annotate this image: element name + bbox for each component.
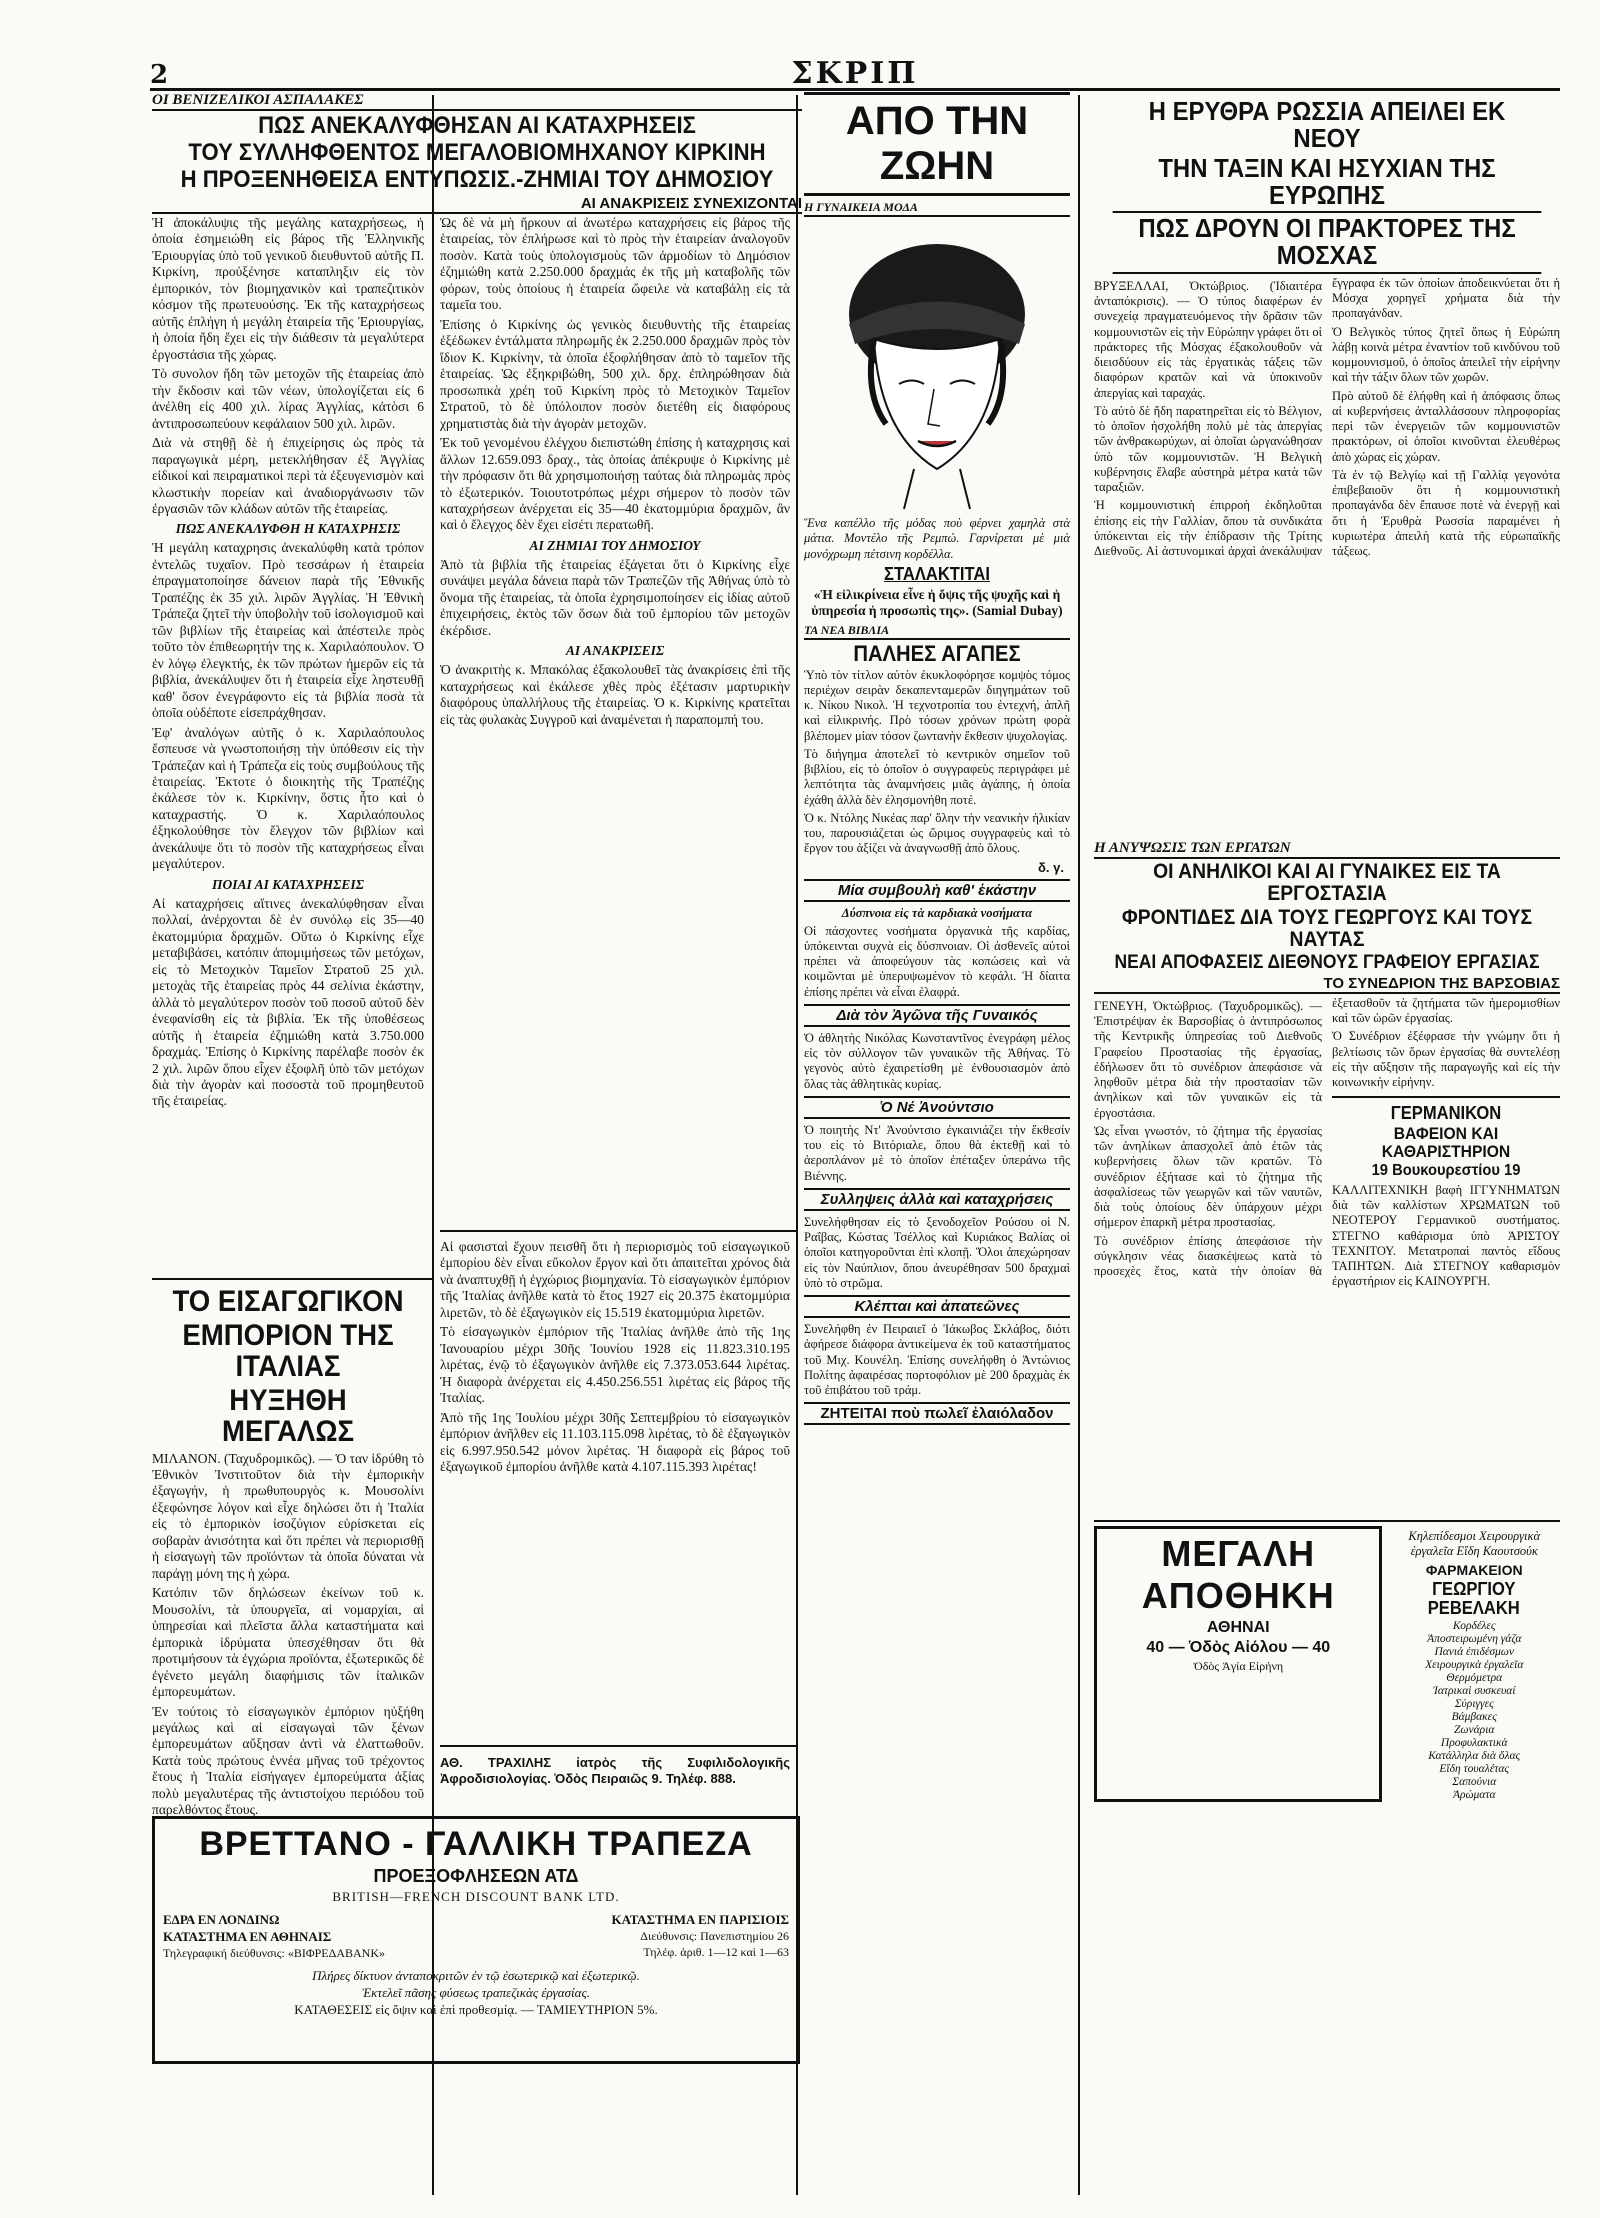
ad-title: 19 Βουκουρεστίου 19 (1371, 1161, 1521, 1179)
divider (440, 1230, 796, 1232)
headline: Η ΕΡΥΘΡΑ ΡΩΣΣΙΑ ΑΠΕΙΛΕΙ ΕΚ ΝΕΟΥ (1148, 96, 1506, 154)
bank-subtitle: ΠΡΟΕΞΟΦΛΗΣΕΩΝ ΑΤΔ (373, 1866, 579, 1886)
pharmacy-item: Εἴδη τουαλέτας (1439, 1763, 1510, 1776)
paragraph: Ἡ ἀποκάλυψις τῆς μεγάλης καταχρήσεως, ἡ ὁποία ἐσημειώθη εἰς βάρος τῆς Ἑλληνικῆς Ἐριουργίας ὑπὸ τοῦ γενικοῦ διευθυντοῦ αὐτῆς Π. Κιρκίνη, προὐξένησε καταπληξιν εἰς τὸν ἐμπορικόν, τὸν βιομηχανικὸν καὶ τραπεζιτικὸν κόσμον τῆς πρωτευούσης. Ἐκ τῆς καταχρήσεως αὐτῆς ἐπλήγη ἡ μεγάλη ἑταιρεία τῆς Ἐριουργίας, ἡ ὁποία ἤδη ἔχει εἰς τὴν διάθεσιν τὰ μεγαλύτερα ἐργοστάσια τῆς χώρας. (152, 215, 424, 362)
divider (440, 1745, 796, 1747)
paragraph: Ἀπὸ τῆς 1ης Ἰουλίου μέχρι 30ῆς Σεπτεμβρίου τὸ εἰσαγωγικὸν ἐμπόριον ἀνῆλθεν εἰς 11.103.115.098 λιρέτας, τὸ δὲ ἐξαγωγικὸν εἰς 6.997.950.542 μόνον λιρέτας. Ἡ διαφορὰ εἰς βάρος τοῦ ἐξαγωγικοῦ ἐμπορίου ἀνῆλθε κατὰ 4.107.115.393 λιρέτας! (440, 1409, 790, 1475)
section-title: Διὰ τὸν Ἀγῶνα τῆς Γυναικός (804, 1004, 1070, 1027)
baths-ad (1332, 1096, 1560, 1289)
headline: ΤΟ ΕΙΣΑΓΩΓΙΚΟΝ (172, 1285, 404, 1318)
kicker: ΟΙ ΒΕΝΙΖΕΛΙΚΟΙ ΑΣΠΑΛΑΚΕΣ (152, 92, 802, 111)
headline: ΠΩΣ ΑΝΕΚΑΛΥΦΘΗΣΑΝ ΑΙ ΚΑΤΑΧΡΗΣΕΙΣ (258, 112, 696, 139)
paragraph: Τὸ εἰσαγωγικὸν ἐμπόριον τῆς Ἰταλίας ἀνῆλθε ἀπὸ τῆς 1ης Ἰανουαρίου μέχρι 30ῆς Ἰουνίου 1928 εἰς 11.823.310.195 λιρέτας, ἐνῷ τὸ ἐξαγωγικὸν ἀνῆλθε εἰς 7.373.053.644 λιρέτας. Ἡ διαφορὰ ἀνέρχεται εἰς 4.450.256.551 λιρέτας εἰς βάρος τῆς Ἰταλίας. (440, 1324, 790, 1406)
life-banner (804, 92, 1070, 196)
workers-body (1094, 996, 1560, 1516)
subhead: ΤΟ ΣΥΝΕΔΡΙΟΝ ΤΗΣ ΒΑΡΣΟΒΙΑΣ (1094, 975, 1560, 994)
italy-article (152, 1284, 424, 1818)
pharmacy-kicker: ΦΑΡΜΑΚΕΙΟΝ (1425, 1562, 1523, 1579)
pharmacy-item: Ἰατρικαὶ συσκευαί (1432, 1685, 1516, 1698)
page-number: 2 (150, 60, 169, 90)
bank-line: Ἐκτελεῖ πᾶσης φύσεως τραπεζικὰς ἐργασίας. (361, 1985, 591, 2000)
paragraph: Ἐπίσης ὁ Κιρκίνης ὡς γενικὸς διευθυντὴς τῆς ἑταιρείας ἐξέδωκεν ἐντάλματα πληρωμῆς ἐκ 2.250.000 δραχμῶν πρὸς τὸν ἴδιον Κ. Κιρκίνην, τὰ ὁποῖα ἐξοφλήθησαν ἀπὸ τὸ ταμεῖον τῆς ἑταιρείας. Ὡς ἐξηκριβώθη, 500 χιλ. δρχ. ἐπληρώθησαν διὰ προσωπικὰ χρέη τοῦ Κιρκίνη πρὸς τὸ Μετοχικὸν Ταμεῖον Στρατοῦ, τὸ δὲ ὑπόλοιπον ποσὸν διετέθη εἰς διαφόρους χρηματιστὰς διὰ τὴν ἀγορὰν μετοχῶν. (440, 316, 790, 431)
paragraph: Ὡς εἶναι γνωστόν, τὸ ζήτημα τῆς ἐργασίας τῶν ἀνηλίκων ἀπασχολεῖ ἀπὸ ἐτῶν τὰς κυβερνήσεις ὅλων τῶν κρατῶν. Τὸ συνέδριον ἐξήτασε καὶ τὸ ζήτημα τῆς ἀσφαλίσεως τῶν γεωργῶν καὶ τῶν ναυτῶν, διὰ τοὺς ὁποίους δὲν ὑπάρχουν μέχρι σήμερον ἐπαρκῆ μέτρα προστασίας. (1094, 1123, 1322, 1230)
bank-ad (152, 1816, 800, 2064)
column-rule (1078, 95, 1080, 2195)
section-title: Ὁ Νέ Ἀνούντσιο (804, 1096, 1070, 1119)
bank-paris-branch: ΚΑΤΑΣΤΗΜΑ ΕΝ ΠΑΡΙΣΙΟΙΣ (611, 1912, 789, 1927)
intertitle: ΠΩΣ ΑΝΕΚΑΛΥΦΘΗ Η ΚΑΤΑΧΡΗΣΙΣ (175, 521, 401, 537)
intertitle: ΑΙ ΖΗΜΙΑΙ ΤΟΥ ΔΗΜΟΣΙΟΥ (529, 537, 701, 553)
pharmacy-item: Προφυλακτικὰ (1440, 1737, 1508, 1750)
workers-kicker: Η ΑΝΥΨΩΣΙΣ ΤΩΝ ΕΡΓΑΤΩΝ (1094, 840, 1560, 859)
store-address: 40 — Ὁδὸς Αἰόλου — 40 (1146, 1638, 1331, 1656)
kirkinis-column-1 (152, 212, 424, 1272)
bank-address: Διεύθυνσις: Πανεπιστημίου 26 (640, 1929, 789, 1943)
pharmacy-item: Ἀρώματα (1452, 1789, 1496, 1802)
paragraph: ΒΡΥΞΕΛΛΑΙ, Ὀκτώβριος. (Ἰδιαιτέρα ἀνταπόκρισις). — Ὁ τύπος διαφέρων ἐν συνεχείᾳ πραγματευόμενος τὴν δρᾶσιν τῶν κομμουνιστῶν εἰς τὴν Εὐρώπην γράφει ὅτι οἱ πράκτορες τῆς Μόσχας ἐξακολουθοῦν νὰ διεισδύουν εἰς τὰς ἐργατικὰς τάξεις τῶν διαφόρων κρατῶν καὶ νὰ ὑποκινοῦν ἀπεργίας καὶ ταραχάς. (1094, 278, 1322, 400)
italy-article-continued (440, 1236, 790, 1741)
section-title: Κλέπται καὶ ἀπατεῶνες (804, 1295, 1070, 1318)
paragraph: Ὑπὸ τὸν τίτλον αὐτὸν ἐκυκλοφόρησε κομψὸς τόμος περιέχων σειρὰν δεκαπενταμερῶν διηγημάτων τοῦ κ. Νίκου Νικολ. Ἡ τεχνοτροπία του ἐντεχνή, ἁπλῆ καὶ εἰλικρινής. Πρὸ τόσων χρόνων πρώτη φορὰ βλέπομεν μίαν τόσον ζωντανὴν ἔκθεσιν ψυχολογίας. (804, 667, 1070, 743)
fashion-kicker: Η ΓΥΝΑΙΚΕΙΑ ΜΟΔΑ (804, 200, 1070, 217)
section-subtitle: Δύσπνοια εἰς τὰ καρδιακὰ νοσήματα (841, 905, 1033, 920)
headline: ΤΗΝ ΤΑΞΙΝ ΚΑΙ ΗΣΥΧΙΑΝ ΤΗΣ ΕΥΡΩΠΗΣ (1158, 152, 1496, 210)
bank-line: ΚΑΤΑΘΕΣΕΙΣ εἰς ὄψιν καὶ ἐπὶ προθεσμίᾳ. — ΤΑΜΙΕΥΤΗΡΙΟΝ 5%. (294, 2002, 658, 2017)
pharmacy-name: ΓΕΩΡΓΙΟΥ ΡΕΒΕΛΑΚΗ (1428, 1579, 1521, 1619)
headline: ΤΟΥ ΣΥΛΛΗΦΘΕΝΤΟΣ ΜΕΓΑΛΟΒΙΟΜΗΧΑΝΟΥ ΚΙΡΚΙΝΗ (188, 139, 766, 167)
headline: ΝΕΑΙ ΑΠΟΦΑΣΕΙΣ ΔΙΕΘΝΟΥΣ ΓΡΑΦΕΙΟΥ ΕΡΓΑΣΙΑΣ (1114, 951, 1540, 973)
headline: Η ΠΡΟΞΕΝΗΘΕΙΣΑ ΕΝΤΥΠΩΣΙΣ.-ΖΗΜΙΑΙ ΤΟΥ ΔΗΜΟΣΙΟΥ (180, 166, 774, 194)
banner-title: ΑΠΟ ΤΗΝ ΖΩΗΝ (845, 99, 1029, 188)
paragraph: Κατόπιν τῶν δηλώσεων ἐκείνων τοῦ κ. Μουσολίνι, τὰ ὑπουργεῖα, αἱ νομαρχίαι, αἱ ὑπηρεσίαι καὶ πλεῖστα ἄλλα καταστήματα καὶ ἐμπορικὰ ἱδρύματα ὑπεσχέθησαν ὅτι θὰ προτιμήσουν τὰ ἐγχώρια προϊόντα, ἐξωτερικῶς δὲ ἐγένετο μεγάλη διαφήμισις τῶν ἰταλικῶν ἐμπορευμάτων. (152, 1585, 424, 1700)
paragraph: Αἱ καταχρήσεις αἵτινες ἀνεκαλύφθησαν εἶναι πολλαί, ἀνέρχονται δὲ ἐν συνόλῳ εἰς 35—40 ἑκατομμύρια δραχμῶν. Οὕτω ὁ Κιρκίνης εἶχε μεταβιβάσει, κατόπιν ἀπομιμήσεως τῶν μετόχων, εἰς τὸ Μετοχικὸν Ταμεῖον Στρατοῦ 25 χιλ. μετοχὰς τῆς ἑταιρείας πρὸς 44 σελίνια ἑκάστην, ἀλλὰ τὸ μεγαλύτερον ποσὸν τοῦ ποσοῦ αὐτοῦ δὲν ἐνεφανίσθη εἰς τὰ βιβλία. Ἐκ τῆς ὑποθέσεως αὐτῆς ἡ ἑταιρεία ἐζημιώθη κατὰ 3.750.000 δραχμάς. Ἐπίσης ὁ Κιρκίνης παρέλαβε ποσὸν ἐκ 2 χιλ. λιρῶν ὅπου εἶχεν ἐξοφλῆ ὑπὸ τῶν μετόχων διὰ τὴν ἀγορὰν καὶ ποσοστὰ τοῦ προμηθευτοῦ τῆς ἑταιρείας. (152, 895, 424, 1109)
paragraph: ΜΙΛΑΝΟΝ. (Ταχυδρομικῶς). — Ὁ ταν ἱδρύθη τὸ Ἐθνικὸν Ἰνστιτοῦτον διὰ τὴν ἐμπορικὴν ἐξαγωγήν, ἡ πρωθυπουργὸς κ. Μουσολίνι ἐξεφώνησε λόγον καὶ εἶχε δηλώσει ὅτι ἡ Ἰταλία εἰς τὸ ἐμπορικὸν ἰσοζύγιον εὑρίσκεται εἰς σοβαρὰν ἀνισότητα καὶ ὅτι πρέπει νὰ περιορισθῇ ἡ εἰσαγωγὴ τῶν προϊόντων τὰ ὁποῖα δύναται νὰ παράγῃ μόνη της ἡ χώρα. (152, 1450, 424, 1581)
paragraph: Ὁ ποιητὴς Ντ' Ἀνούντσιο ἐγκαινιάζει τὴν ἔκθεσίν του εἰς τὸ Βιτόριαλε, ὅπου θὰ ἐκτεθῇ καὶ τὸ ἀεροπλάνον μὲ τὸ ὁποῖον ἐπέταξεν ὑπεράνω τῆς Βιέννης. (804, 1122, 1070, 1183)
store-box (1094, 1526, 1382, 1802)
pharmacy-item: Βάμβακες (1451, 1711, 1497, 1724)
pharmacy-item: Σαπούνια (1452, 1776, 1497, 1789)
intertitle: ΑΙ ΑΝΑΚΡΙΣΕΙΣ (565, 643, 665, 659)
pharmacy-item: Πανιά ἐπιδέσμων (1434, 1646, 1515, 1659)
paragraph: Τὸ συνέδριον ἐπίσης ἀπεφάσισε τὴν σύγκλησιν νέας διασκέψεως κατὰ τὸ προσεχὲς ἔτος, κατὰ τὴν ὁποίαν θὰ ἐξετασθοῦν τὰ ζητήματα τῶν ἡμερομισθίων καὶ τῶν ὡρῶν ἐργασίας. (1094, 995, 1560, 1279)
paragraph: Τὸ διήγημα ἀποτελεῖ τὸ κεντρικὸν σημεῖον τοῦ βιβλίου, εἰς τὸ ὁποῖον ὁ συγγραφεὺς περιγράφει μὲ λεπτότητα τὰς ἀναμνήσεις μιᾶς ἀγάπης, ἡ ὁποία ἐχάθη ἀλλὰ δὲν ἐλησμονήθη ποτέ. (804, 746, 1070, 807)
intertitle: ΠΟΙΑΙ ΑΙ ΚΑΤΑΧΡΗΣΕΙΣ (211, 876, 365, 892)
bank-english-name: BRITISH—FRENCH DISCOUNT BANK LTD. (332, 1889, 620, 1904)
pharmacy-item: Χειρουργικὰ ἐργαλεῖα (1425, 1659, 1524, 1672)
fashion-illustration (804, 219, 1070, 509)
paragraph: Διὰ νὰ στηθῇ δὲ ἡ ἐπιχείρησις ὡς πρὸς τὰ παραγωγικὰ μέρη, μετεκλήθησαν ἐξ Ἀγγλίας εἰδικοί καὶ πειραματικοὶ περὶ τὰ ἐξευγενισμὸν καὶ κλωστικὴν πορείαν καὶ ἀναδιοργάνωσιν τῶν ἐργασιῶν τῶν κλάδων αὐτῶν τῆς ἑταιρείας. (152, 435, 424, 516)
paragraph: Τὸ συνολον ἤδη τῶν μετοχῶν τῆς ἑταιρείας ἀπὸ τὴν ἔκδοσιν καὶ τῶν νέων, ὑπολογίζεται εἰς 6 ἀνέλθη εἰς 400 χιλ. λίρας Ἀγγλίας, κἀτὸσι 6 ἀντιπροσωπεύουν κεφάλαιον 500 χιλ. λιρῶν. (152, 366, 424, 431)
headline: ΕΜΠΟΡΙΟΝ ΤΗΣ ΙΤΑΛΙΑΣ (182, 1318, 394, 1383)
divider (152, 1278, 434, 1280)
stalaktites-title: ΣΤΑΛΑΚΤΙΤΑΙ (884, 563, 990, 584)
bank-hq: ΕΔΡΑ ΕΝ ΛΟΝΔΙΝΩ (163, 1912, 280, 1927)
paragraph: Ἀπὸ τὰ βιβλία τῆς ἑταιρείας ἐξάγεται ὅτι ὁ Κιρκίνης εἶχε συνάψει μεγάλα δάνεια παρὰ τῶν Τραπεζῶν τῆς Ἀθήνας ὑπὸ τὸ ὄνομα τῆς ἑταιρείας, τὰ ὁποῖα ἐχρησιμοποίησεν εἰς ἰδίας αὐτοῦ ἐπιχειρήσεις, ἐκτὸς τῶν ὅσων διὰ τοῦ ἐμπορίου τῶν μετοχῶν ἐκέρδισε. (440, 556, 790, 638)
paragraph: Τὰ ἐν τῷ Βελγίῳ καὶ τῇ Γαλλίᾳ γεγονότα ἐπιβεβαιοῦν ὅτι ἡ κομμουνιστικὴ προπαγάνδα δὲν ἔπαυσε ποτὲ νὰ ἐνεργῇ καὶ ὅτι ἡ Ἐρυθρὰ Ρωσσία παραμένει ἡ κυριωτέρα ἀπειλὴ κατὰ τῆς εὐρωπαϊκῆς τάξεως. (1332, 467, 1560, 559)
pharmacy-list (1388, 1620, 1560, 1801)
life-column (804, 92, 1070, 2192)
ad-title: ΓΕΡΜΑΝΙΚΟΝ (1390, 1103, 1502, 1124)
paragraph: Ἐκ τοῦ γενομένου ἐλέγχου διεπιστώθη ἐπίσης ἡ καταχρησις καὶ ἄλλων 12.659.093 δραχ., τὰς ὁποίας ἀπέκρυψε ὁ Κιρκίνης μὲ τὴν πρόφασιν ὅτι θὰ χρησιμοποιήσῃ ταύτας διὰ πληρωμὰς πρὸς τὸ ἐξωτερικόν. Τοιουτοτρόπως μέχρι σήμερον τὸ ποσὸν τῶν καταχρήσεων ἀνέρχεται εἰς 35—40 ἑκατομμύρια δραχμῶν, ἂν καὶ ὁ ἔλεγχος δὲν ἔχει εἰσέτι περατωθῆ. (440, 435, 790, 533)
bank-line: Πλήρες δίκτυον ἀνταποκριτῶν ἐν τῷ ἐσωτερικῷ καὶ ἐξωτερικῷ. (312, 1968, 640, 1983)
traxiles-ad (440, 1752, 790, 1812)
right-section (1086, 96, 1560, 2196)
store-ad (1094, 1520, 1560, 1802)
fashion-caption: Ἕνα καπέλλο τῆς μόδας ποὺ φέρνει χαμηλὰ στὰ μάτια. Μοντέλο τῆς Ρεμπώ. Γαρνίρεται μὲ μιὰ μονόχρωμη πέτσινη κορδέλλα. (804, 516, 1070, 561)
store-goods: Κηλεπίδεσμοι Χειρουργικὰ ἐργαλεῖα Εἴδη Καουτσούκ (1408, 1528, 1541, 1559)
russia-body (1094, 276, 1560, 836)
bank-left-block (163, 1911, 385, 1962)
pharmacy-item: Κατάλληλα διὰ ὅλας (1428, 1750, 1521, 1763)
paragraph: Ὁ ἀνακριτὴς κ. Μπακόλας ἐξακολουθεῖ τὰς ἀνακρίσεις ἐπὶ τῆς καταχρήσεως καὶ ἐκάλεσε χθὲς πρὸς ἐξέτασιν μαρτυρικὴν διαφόρους ὑπαλλήλους τῆς ἑταιρείας. Ὁ κ. Κιρκίνης κρατεῖται εἰς τὰς φυλακὰς Συγγροῦ καὶ ἀναμένεται ἡ παραπομπή του. (440, 662, 790, 727)
bank-telegraph: Τηλεγραφική διεύθυνσις: «ΒΙΦΡΕΔΑΒΑΝΚ» (163, 1946, 385, 1960)
paragraph: Ὁ ἀθλητὴς Νικόλας Κωνσταντῖνος ἐνεγράφη μέλος εἰς τὸν σύλλογον τῶν γυναικῶν τῆς Ἀθήνας. Τὸ γεγονὸς αὐτὸ ἐχαιρετίσθη μὲ ἐνθουσιασμὸν ἀπὸ ὅλας τὰς ἀθλητικὰς κυρίας. (804, 1030, 1070, 1091)
section-title: Μία συμβουλὴ καθ' ἑκάστην (804, 879, 1070, 902)
paragraph: Ἡ μεγάλη καταχρησις ἀνεκαλύφθη κατὰ τρόπον ἐντελῶς τυχαῖον. Πρὸ τεσσάρων ἡ ἑταιρεία ἐπραγματοποίησε δάνειον παρὰ τῆς Ἐθνικῆς Τραπέζης ἐκ 35 χιλ. λιρῶν Ἀγγλίας. Ἡ Ἐθνικὴ Τράπεζα ζητεῖ τὴν ὑποβολὴν τοῦ ἰσολογισμοῦ καὶ τῶν βιβλίων τῆς ἑταιρείας καὶ ἀπέστειλε πρὸς τοῦτο τὸν ἐπιθεωρητήν της κ. Χαριλαόπουλον. Ὁ ἐν λόγῳ ἐλεγκτής, ἐκ τῶν πρώτων ἡμερῶν εἰς τὰ βιβλία, ἀνεκάλυψεν ὅτι ἡ ἑταιρεία εἶχε ληστευθῇ καθ' ὅσον ἐνεγράφοντο εἰς τὰ βιβλία ποσὰ τὰ ὁποῖα οὐδέποτε εἰσεπράχθησαν. (152, 540, 424, 721)
pharmacy-item: Σύριγγες (1454, 1698, 1494, 1711)
books-kicker: ΤΑ ΝΕΑ ΒΙΒΛΙΑ (804, 623, 1070, 640)
pharmacy-item: Ἀποστειρωμένη γάζα (1427, 1633, 1522, 1646)
paragraph: Ὡς δὲ νὰ μὴ ἤρκουν αἱ ἀνωτέρω καταχρήσεις εἰς βάρος τῆς ἑταιρείας, τὸν ἐπλήρωσε καὶ τὸ πρὸς τὴν ἑταιρείαν ἀναλογοῦν ποσὸν. Κατὰ τοὺς ὑπολογισμοὺς τῶν ἀρμοδίων τὸ Δημόσιον ἐζημιώθη κατὰ 2.250.000 δραχμάς ἐκ τῆς μὴ καταβολῆς τῶν φόρων, τοὺς ὁποίους ἡ ἑταιρεία ὤφειλε νὰ καταβάλῃ εἰς τὰ ταμεῖα του. (440, 215, 790, 313)
paragraph: ΓΕΝΕΥΗ, Ὀκτώβριος. (Ταχυδρομικῶς). — Ἐπιστρέψαν ἐκ Βαρσοβίας ὁ ἀντιπρόσωπος τῆς Κεντρικῆς ὑπηρεσίας τοῦ Διεθνοῦς Γραφείου Προστασίας τῆς ἐργασίας, ἐδήλωσεν ὅτι τὸ συνέδριον ἀπεφάσισε νὰ ληφθοῦν μέτρα διὰ τὴν προστασίαν τῶν ἀνηλίκων καὶ τῶν γυναικῶν εἰς τὰ ἐργοστάσια. (1094, 998, 1322, 1120)
books-title: ΠΑΛΗΕΣ ΑΓΑΠΕΣ (853, 640, 1021, 666)
store-city: ΑΘΗΝΑΙ (1206, 1618, 1270, 1636)
store-title: ΜΕΓΑΛΗ ΑΠΟΘΗΚΗ (1141, 1532, 1335, 1616)
russia-article (1094, 96, 1560, 2196)
paragraph: Συνελήφθη ἐν Πειραιεῖ ὁ Ἰάκωβος Σκλάβος, διότι ἀφήρεσε διάφορα ἀντικείμενα ἐκ τοῦ καταστήματος τοῦ Μιχ. Κουνέλη. Ἐπίσης συνελήφθη ὁ Ἀντώνιος Πολίτης ἀφαιρέσας πορτοφόλιον μὲ 200 δραχμὰς ἐκ τοῦ ἐπιβάτου τοῦ τράμ. (804, 1322, 1070, 1398)
paragraph: Οἱ πάσχοντες νοσήματα ὀργανικὰ τῆς καρδίας, ὑπόκεινται συχνὰ εἰς δύσπνοιαν. Οἱ ἀσθενεῖς αὐτοὶ πρέπει νὰ ἀποφεύγουν τὰς κοπώσεις καὶ νὰ κοιμῶνται μὲ ὑπερυψωμένον τὸ κεφάλι. Ἡ δίαιτα ἐπίσης πρέπει νὰ εἶναι ἐλαφρά. (804, 923, 1070, 999)
paragraph: Τὸ αὐτὸ δὲ ἤδη παρατηρεῖται εἰς τὸ Βέλγιον, τὸ ὁποῖον ἠσχολήθη πολὺ μὲ τὰς ἀπεργίας τῶν ἀνθρακωρύχων, αἱ ὁποῖαι ὠργανώθησαν ὑπὸ τῶν κομμουνιστῶν. Ἡ Βελγικὴ κυβέρνησις ἔλαβε αὐστηρὰ μέτρα κατὰ τῶν ταραξιῶν. (1094, 403, 1322, 495)
ad-text: ΑΘ. ΤΡΑΧΙΛΗΣ ἰατρὸς τῆς Συφιλιδολογικῆς Ἀφροδισιολογίας. Ὁδὸς Πειραιῶς 9. Τηλέφ. 888. (440, 1755, 790, 1786)
headline: ΠΩΣ ΔΡΟΥΝ ΟΙ ΠΡΑΚΤΟΡΕΣ ΤΗΣ ΜΟΣΧΑΣ (1113, 211, 1542, 274)
quote: «Ἡ εἰλικρίνεια εἶνε ἡ ὄψις τῆς ψυχῆς καὶ ἡ ὑπηρεσία ἡ προσωπὶς της». (Samial Dubay) (811, 586, 1063, 619)
pharmacy-item: Κορδέλες (1452, 1620, 1496, 1633)
paper-name: ΣΚΡΙΠ (791, 56, 919, 91)
store-side (1382, 1526, 1560, 1802)
paragraph: Ἐφ' ἀναλόγων αὐτῆς ὁ κ. Χαριλαόπουλος ἔσπευσε νὰ γνωστοποιήσῃ τὴν ὑπόθεσιν εἰς τὴν Τράπεζαν καὶ ἡ Τράπεζα εἰς τοὺς συμβούλους τῆς ἑταιρείας. Ἐκτοτε ὁ διοικητὴς τῆς Τραπέζης ἐκάλεσε τὸν κ. Κιρκίνην, ὅστις ἦτο καὶ ὁ καταχραστής. Ὁ κ. Χαριλαόπουλος ἐξηκολούθησε τὸν ἔλεγχον τῶν βιβλίων καὶ ἀνεκάλυψε ὅτι τὸ ποσὸν τῆς καταχρήσεως εἶναι μεγαλύτερον. (152, 724, 424, 872)
paragraph: Ἡ κομμουνιστικὴ ἐπιρροὴ ἐκδηλοῦται ἐπίσης εἰς τὴν Γαλλίαν, ὅπου τὰ συνδικάτα ὑπόκεινται εἰς τὴν ἐπίδρασιν τῆς Τρίτης Διεθνοῦς. Αἱ ἀστυνομικαὶ ἀρχαὶ ἀνεκάλυψαν ἔγγραφα ἐκ τῶν ὁποίων ἀποδεικνύεται ὅτι ἡ Μόσχα χορηγεῖ χρήματα διὰ τὴν προπαγάνδαν. (1094, 275, 1560, 559)
signature: δ. γ. (1038, 859, 1064, 875)
paragraph: Αἱ φασισταὶ ἔχουν πεισθῆ ὅτι ἡ περιορισμὸς τοῦ εἰσαγωγικοῦ ἐμπορίου δὲν εἶναι εὔκολον ἔργον καὶ ὅτι ἀπαιτεῖται χρόνος διὰ νὰ ἀναπτυχθῇ ἡ ἐγχώριος βιομηχανία. Τὸ εἰσαγωγικὸν ἐμπόριον τῆς Ἰταλίας ἀνῆλθε κατὰ τὸ ἔτος 1927 εἰς 20.375 ἑκατομμύρια λιρετῶν, τὸ δὲ ἐξαγωγικὸν εἰς 15.519 ἑκατομμύρια λιρετῶν. (440, 1239, 790, 1320)
section-title: Συλληψεις ἀλλὰ καὶ καταχρήσεις (804, 1188, 1070, 1211)
subhead: ΑΙ ΑΝΑΚΡΙΣΕΙΣ ΣΥΝΕΧΙΖΟΝΤΑΙ (152, 195, 802, 214)
bank-phone: Τηλέφ. ἀριθ. 1—12 καὶ 1—63 (643, 1945, 789, 1959)
bank-title: ΒΡΕΤΤΑΝΟ - ΓΑΛΛΙΚΗ ΤΡΑΠΕΖΑ (199, 1825, 753, 1863)
masthead (150, 56, 1560, 91)
bank-athens-branch: ΚΑΤΑΣΤΗΜΑ ΕΝ ΑΘΗΝΑΙΣ (163, 1929, 332, 1944)
pharmacy-item: Θερμόμετρα (1446, 1672, 1503, 1685)
headline: ΟΙ ΑΝΗΛΙΚΟΙ ΚΑΙ ΑΙ ΓΥΝΑΙΚΕΣ ΕΙΣ ΤΑ ΕΡΓΟΣΤΑΣΙΑ (1153, 859, 1501, 905)
paragraph: Ὁ κ. Ντόλης Νικέας παρ' ὅλην τὴν νεανικὴν ἡλικίαν του, παρουσιάζεται ὡς ὥριμος συγγραφεὺς καὶ τὸ ἔργον του ἀξίζει νὰ ἀναγνωσθῇ ἀπὸ ὅλους. (804, 810, 1070, 856)
headline: ΦΡΟΝΤΙΔΕΣ ΔΙΑ ΤΟΥΣ ΓΕΩΡΓΟΥΣ ΚΑΙ ΤΟΥΣ ΝΑΥΤΑΣ (1121, 905, 1533, 951)
pharmacy-item: Ζωνάρια (1454, 1724, 1495, 1737)
store-address-2: Ὀδὸς Ἁγία Εἰρήνη (1193, 1658, 1284, 1673)
ad-text: ΚΑΛΛΙΤΕΧΝΙΚΗ βαφὴ ΙΓΓΥΝΗΜΑΤΩΝ διὰ τῶν καλλίστων ΧΡΩΜΑΤΩΝ τοῦ ΝΕΟΤΕΡΟΥ Γερμανικοῦ συστήματος. ΣΤΕΓΝΟ καθάρισμα ὑπὸ ἈΡΙΣΤΟΥ ΤΕΧΝΙΤΟΥ. Μετατροπαὶ παντὸς εἴδους ΤΑΠΗΤΩΝ. Διὰ ΣΤΕΓΝΟΥ καθαρισμὸν ἐργαστήριον εἰς ΚΑΙΝΟΥΡΓΗ. (1332, 1182, 1560, 1289)
wanted-notice: ΖΗΤΕΙΤΑΙ ποὺ πωλεῖ ἐλαιόλαδον (804, 1402, 1070, 1425)
paragraph: Ἐν τούτοις τὸ εἰσαγωγικὸν ἐμπόριον ηὐξήθη μεγάλως καὶ αἱ εἰσαγωγαὶ τῶν ξένων ἐμπορευμάτων αὔξησαν ἀντὶ νὰ ἐλαττωθοῦν. Κατὰ τοὺς πρώτους ἐννέα μῆνας τοῦ τρέχοντος ἔτους ἡ Ἰταλία εἰσήγαγεν ἐμπορεύματα ἀξίας πολὺ μεγαλυτέρας τῆς ἀντιστοίχου περιόδου τοῦ παρελθόντος ἔτους. (152, 1703, 424, 1818)
ad-title: ΒΑΦΕΙΟΝ ΚΑΙ ΚΑΘΑΡΙΣΤΗΡΙΟΝ (1381, 1124, 1511, 1162)
kirkinis-column-2 (440, 212, 790, 1212)
headline: ΗΥΞΗΘΗ ΜΕΓΑΛΩΣ (221, 1383, 355, 1448)
paragraph: Ὁ Βελγικὸς τύπος ζητεῖ ὅπως ἡ Εὐρώπη λάβῃ κοινὰ μέτρα ἐναντίον τοῦ κινδύνου τοῦ κομμουνισμοῦ, ὁ ὁποῖος ἀπειλεῖ τὴν εἰρήνην καὶ τὴν τάξιν ὅλων τῶν χωρῶν. (1332, 324, 1560, 385)
paragraph: Συνελήφθησαν εἰς τὸ ξενοδοχεῖον Ρούσου οἱ Ν. Ραΐβας, Κώστας Τσέλλος καὶ Κυριάκος Βαλίας οἱ ὁποῖοι κατηγοροῦνται ἐπὶ κλοπῇ. Ὅλοι ἀπεχώρησαν εἰς τὸν Ναύπλιον, ὅπου ἀνευρέθησαν 500 δραχμαὶ ὑπὸ τὸ στρῶμα. (804, 1214, 1070, 1290)
bank-right-block (611, 1911, 789, 1962)
paragraph: Ὁ Συνέδριον ἐξέφρασε τὴν γνώμην ὅτι ἡ βελτίωσις τῶν ὅρων ἐργασίας θὰ συντελέσῃ εἰς τὴν αὔξησιν τῆς παραγωγῆς καὶ εἰς τὴν κοινωνικὴν εἰρήνην. (1332, 1029, 1560, 1090)
paragraph: Πρὸ αὐτοῦ δὲ ἐλήφθη καὶ ἡ ἀπόφασις ὅπως αἱ κυβερνήσεις ἀνταλλάσσουν πληροφορίας περὶ τῶν ἐνεργειῶν τῶν κομμουνιστῶν πρακτόρων, οἱ ὁποῖοι κινοῦνται ἐλευθέρως ἀπὸ χώρας εἰς χώραν. (1332, 388, 1560, 464)
